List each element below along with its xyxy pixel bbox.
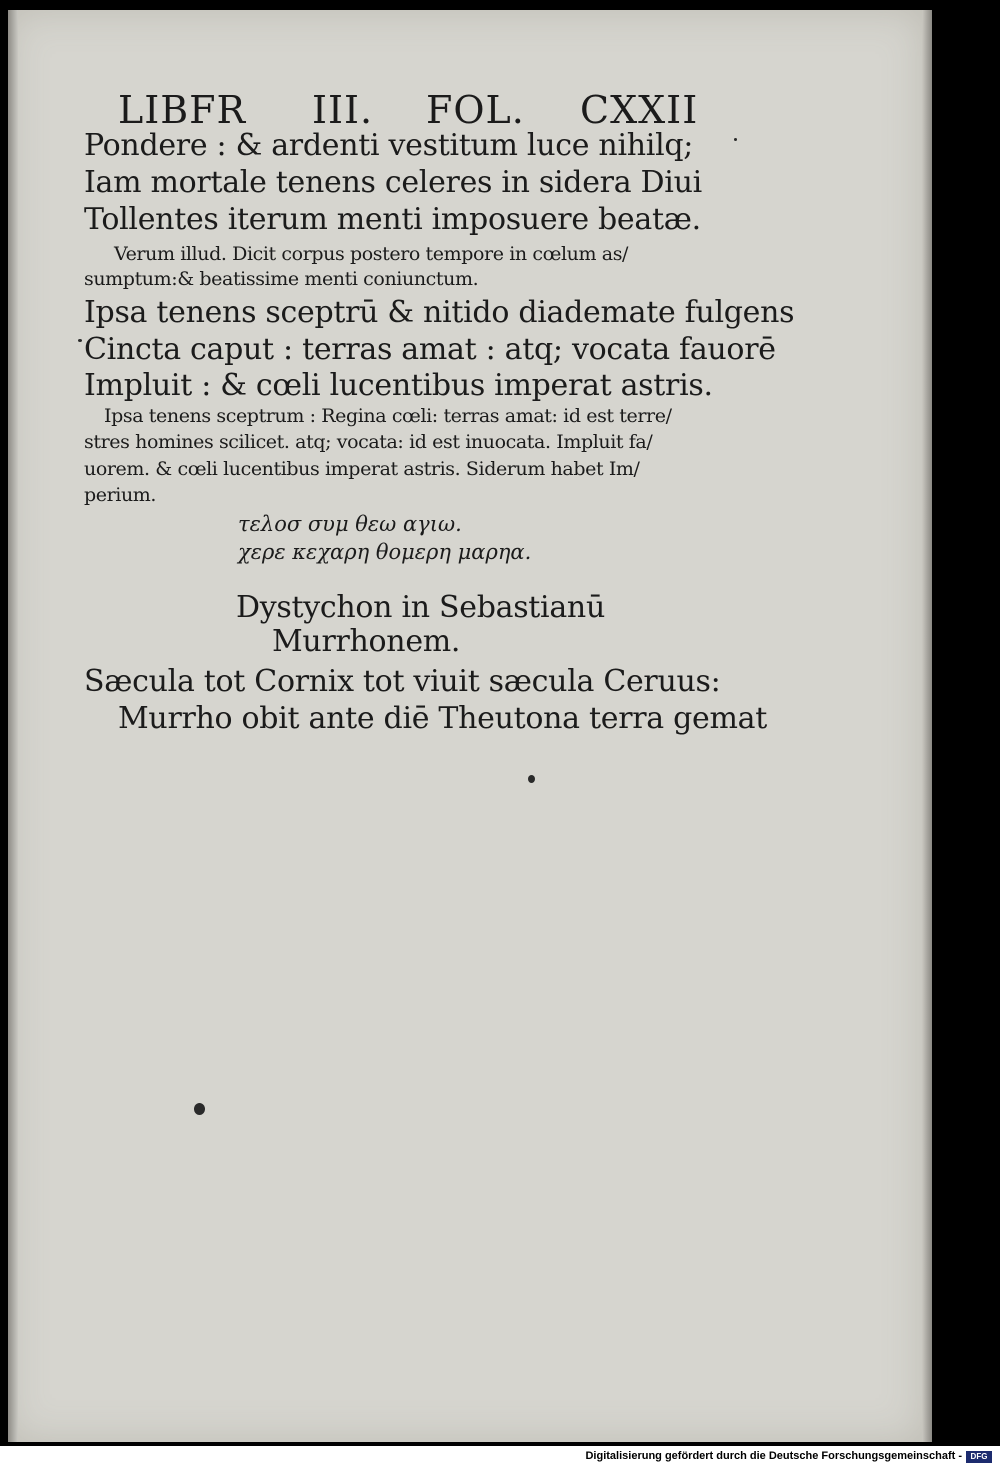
folio-number: CXXII [580, 88, 699, 132]
running-head-fol: FOL. [426, 88, 525, 132]
commentary-line: Verum illud. Dicit corpus postero tempore in cœlum as/ [114, 243, 629, 265]
binding-edge [8, 10, 18, 1442]
verse-line: Ipsa tenens sceptrū & nitido diademate fulgens [84, 295, 795, 330]
commentary-line: sumptum:& beatissime menti coniunctum. [84, 268, 479, 290]
running-head-book: III. [312, 88, 374, 132]
distich-line: Murrho obit ante diē Theutona terra gemat [118, 701, 767, 736]
running-head-liber: LIBFR [118, 88, 247, 132]
distich-title: Dystychon in Sebastianū [236, 590, 605, 625]
greek-line: τελοσ συμ θεω αγιω. [238, 512, 462, 536]
commentary-line: perium. [84, 484, 157, 506]
verse-line: Iam mortale tenens celeres in sidera Diui [84, 165, 702, 200]
commentary-line: Ipsa tenens sceptrum : Regina cœli: terras amat: id est terre/ [104, 405, 672, 427]
verse-line: Cincta caput : terras amat : atq; vocata fauorē [84, 332, 776, 367]
dfg-logo: DFG [966, 1451, 992, 1463]
ink-speck [194, 1103, 205, 1115]
distich-title: Murrhonem. [272, 624, 461, 659]
distich-line: Sæcula tot Cornix tot viuit sæcula Ceruus: [84, 664, 721, 699]
ink-speck [734, 138, 737, 141]
page-edge [922, 10, 932, 1442]
greek-line: χερε κεχαρη θομερη μαρηα. [238, 540, 532, 564]
ink-speck [78, 339, 82, 342]
commentary-line: stres homines scilicet. atq; vocata: id est inuocata. Impluit fa/ [84, 431, 653, 453]
verse-line: Tollentes iterum menti imposuere beatæ. [84, 202, 701, 237]
footer-bar [0, 1446, 1000, 1470]
ink-speck [528, 775, 535, 783]
verse-line: Impluit : & cœli lucentibus imperat astris. [84, 368, 713, 403]
commentary-line: uorem. & cœli lucentibus imperat astris. Siderum habet Im/ [84, 458, 640, 480]
verse-line: Pondere : & ardenti vestitum luce nihilq; [84, 128, 694, 163]
footer-credit: Digitalisierung gefördert durch die Deutsche Forschungsgemeinschaft - [585, 1450, 962, 1462]
